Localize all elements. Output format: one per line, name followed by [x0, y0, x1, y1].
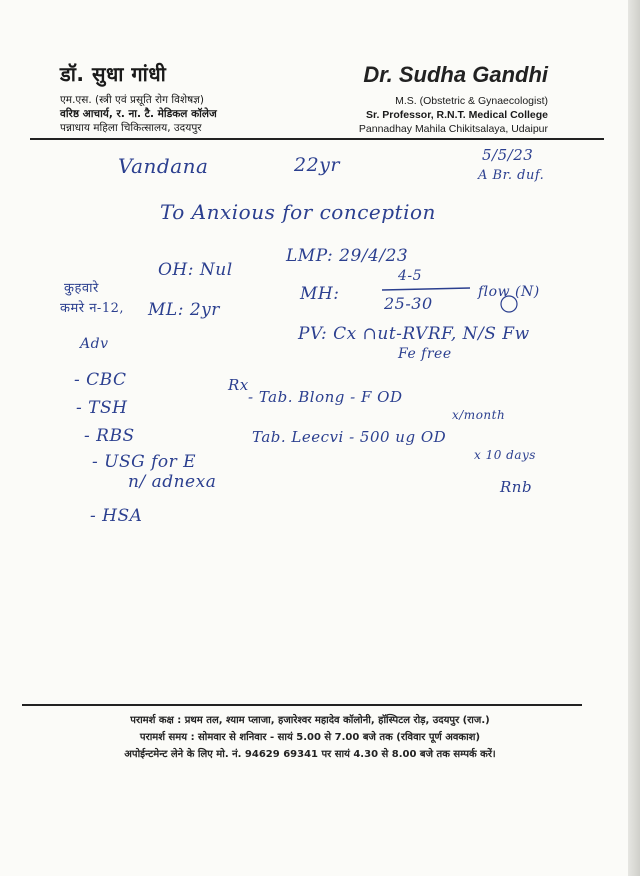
mh-label: MH: — [300, 284, 340, 304]
advice-label: Adv — [80, 336, 109, 352]
mh-fraction-bar — [382, 288, 470, 290]
advice-item: - CBC — [74, 370, 127, 390]
rx-date-note: A Br. duf. — [478, 168, 545, 183]
hindi-note-1: कुहवारे — [64, 281, 99, 296]
footer-address: परामर्श कक्ष : प्रथम तल, श्याम प्लाजा, हजारेश्वर महादेव कॉलोनी, हॉस्पिटल रोड़, उदयपुर (राज.) — [130, 715, 490, 726]
doctor-signature: Rnb — [500, 478, 533, 496]
hospital-english: Pannadhay Mahila Chikitsalaya, Udaipur — [358, 123, 548, 135]
hospital-hindi: पन्नाधाय महिला चिकित्सालय, उदयपुर — [60, 122, 202, 134]
patient-name: Vandana — [118, 154, 209, 178]
clinic-footer — [60, 712, 560, 763]
footer-appointment: अपोईन्टमेन्ट लेने के लिए मो. नं. 94629 69341 पर सायं 4.30 से 8.00 बजे तक सम्पर्क करें। — [124, 749, 496, 760]
mh-value-bottom: 25-30 — [384, 294, 433, 313]
pv-exam: PV: Cx ∩ut-RVRF, N/S Fw — [298, 324, 530, 344]
lmp: LMP: 29/4/23 — [286, 246, 409, 266]
doctor-name-hindi: डॉ. सुधा गांधी — [60, 62, 167, 86]
pv-exam-2: Fe free — [398, 346, 452, 362]
advice-item: - USG for E — [92, 452, 197, 472]
patient-age: 22yr — [294, 154, 340, 176]
marital-life: ML: 2yr — [148, 300, 220, 320]
designation-hindi: वरिष्ठ आचार्य, र. ना. टै. मेडिकल कॉलेज — [60, 108, 217, 120]
rx-date: 5/5/23 — [482, 146, 534, 164]
advice-item: - RBS — [84, 426, 135, 446]
hindi-note-2: कमरे न-12, — [60, 301, 124, 316]
rx-line: x/month — [452, 408, 506, 422]
rx-symbol: Rx — [228, 376, 249, 394]
footer-timings: परामर्श समय : सोमवार से शनिवार - सायं 5.00 से 7.00 बजे तक (रविवार पूर्ण अवकाश) — [139, 732, 481, 743]
obstetric-history: OH: Nul — [158, 260, 233, 280]
qualification-english: M.S. (Obstetric & Gynaecologist) — [395, 95, 548, 107]
mh-value-top: 4-5 — [398, 268, 423, 284]
rx-line: - Tab. Blong - F OD — [248, 388, 403, 406]
advice-item: n/ adnexa — [128, 472, 217, 492]
normal-flow-circle — [501, 296, 517, 312]
rx-line: x 10 days — [474, 448, 536, 462]
chief-complaint: To Anxious for conception — [160, 200, 436, 224]
qualification-hindi: एम.एस. (स्त्री एवं प्रसूति रोग विशेषज्ञ) — [60, 94, 204, 106]
advice-item: - TSH — [76, 398, 128, 418]
designation-english: Sr. Professor, R.N.T. Medical College — [365, 109, 548, 121]
advice-item: - HSA — [90, 506, 143, 526]
mh-note: flow (N) — [478, 284, 540, 300]
doctor-name-english: Dr. Sudha Gandhi — [363, 62, 548, 87]
rx-line: Tab. Leecvi - 500 ug OD — [252, 428, 447, 446]
